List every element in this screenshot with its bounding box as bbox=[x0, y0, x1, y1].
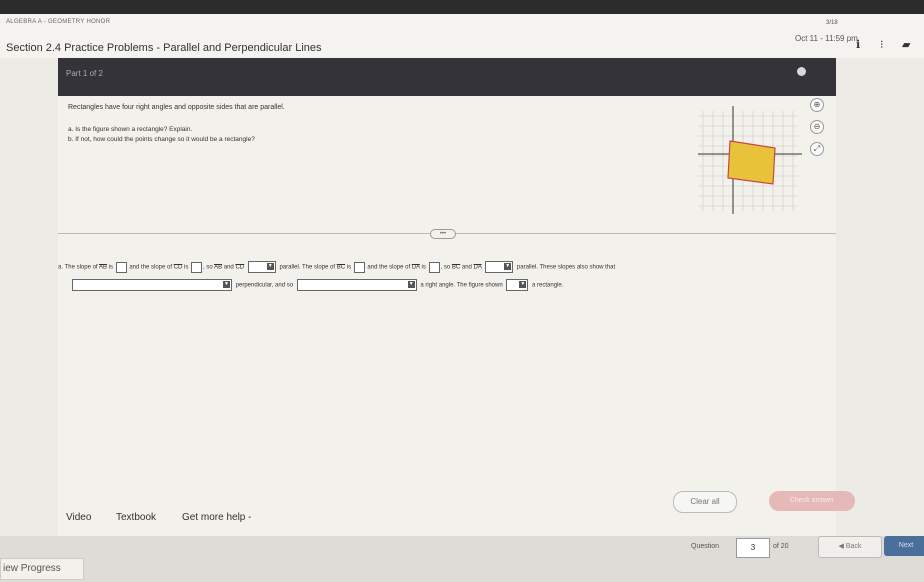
problem-intro: Rectangles have four right angles and opposite sides that are parallel. bbox=[68, 104, 285, 111]
more-options-icon[interactable]: ••• bbox=[430, 229, 456, 239]
segment-bc: $\overline{BC}$ bbox=[451, 264, 461, 271]
chat-icon[interactable]: ▰ bbox=[902, 39, 911, 51]
slope-ab-input[interactable] bbox=[116, 262, 127, 273]
answer-text: a. The slope of bbox=[58, 264, 98, 271]
get-more-help-link[interactable]: Get more help - bbox=[182, 512, 252, 523]
check-answer-button[interactable]: Check answer bbox=[769, 491, 855, 511]
view-progress-button[interactable]: iew Progress bbox=[0, 558, 84, 580]
info-icon[interactable]: ℹ bbox=[856, 39, 861, 51]
segment-cd: $\overline{CD}$ bbox=[173, 264, 183, 271]
question-label: Question bbox=[691, 543, 720, 550]
answer-text: and bbox=[223, 264, 234, 271]
assignment-header bbox=[0, 14, 924, 58]
answer-line-2 bbox=[70, 279, 563, 291]
answer-text: perpendicular, and so bbox=[235, 282, 294, 289]
part-banner bbox=[58, 58, 836, 96]
answer-text: and bbox=[461, 264, 472, 271]
answer-text: and the slope of bbox=[367, 264, 411, 271]
score-label: 3/18 bbox=[826, 20, 838, 26]
answer-text: a right angle. The figure shown bbox=[420, 282, 503, 289]
part-label: Part 1 of 2 bbox=[66, 69, 103, 78]
answer-text: , so bbox=[440, 264, 451, 271]
coordinate-graph bbox=[698, 106, 803, 216]
expand-graph-icon[interactable]: ⤢ bbox=[810, 142, 824, 156]
question-panel bbox=[58, 96, 836, 536]
question-number-input[interactable]: 3 bbox=[736, 538, 770, 558]
are-parallel-dropdown-2[interactable] bbox=[485, 261, 513, 273]
dropdown-arrow-icon: ▼ bbox=[267, 263, 273, 269]
dropdown-arrow-icon: ▼ bbox=[408, 281, 414, 287]
video-link[interactable]: Video bbox=[66, 512, 92, 523]
dropdown-arrow-icon: ▼ bbox=[505, 263, 511, 269]
zoom-in-icon[interactable]: ⊕ bbox=[810, 98, 824, 112]
course-name: ALGEBRA A - GEOMETRY HONOR bbox=[6, 19, 111, 25]
answer-text: and the slope of bbox=[129, 264, 173, 271]
segment-da: $\overline{DA}$ bbox=[411, 264, 420, 271]
segment-cd: $\overline{CD}$ bbox=[235, 264, 245, 271]
slope-cd-input[interactable] bbox=[191, 262, 202, 273]
textbook-link[interactable]: Textbook bbox=[116, 512, 157, 523]
segment-ab: $\overline{AB}$ bbox=[98, 264, 107, 271]
are-parallel-dropdown-1[interactable] bbox=[248, 261, 276, 273]
clear-all-button[interactable]: Clear all bbox=[673, 491, 737, 513]
answer-line-1 bbox=[58, 261, 615, 273]
question-part-b: b. If not, how could the points change so it would be a rectangle? bbox=[68, 136, 255, 143]
next-button[interactable]: Next bbox=[884, 536, 924, 556]
pin-icon[interactable]: ⁝ bbox=[880, 39, 884, 51]
question-total: of 20 bbox=[773, 543, 789, 550]
answer-text: is bbox=[108, 264, 113, 271]
status-dot-icon bbox=[797, 67, 806, 76]
answer-text: parallel. The slope of bbox=[279, 264, 336, 271]
slope-bc-input[interactable] bbox=[354, 262, 365, 273]
right-angle-dropdown[interactable] bbox=[297, 279, 417, 291]
dropdown-arrow-icon: ▼ bbox=[224, 281, 229, 287]
page-title: Section 2.4 Practice Problems - Parallel and Perpendicular Lines bbox=[6, 42, 322, 54]
zoom-out-icon[interactable]: ⊖ bbox=[810, 120, 824, 134]
answer-text: is bbox=[184, 264, 189, 271]
answer-text: a rectangle. bbox=[532, 282, 564, 289]
due-date: Oct 11 - 11:59 pm bbox=[795, 34, 858, 43]
back-button[interactable]: ◀ Back bbox=[818, 536, 882, 558]
perpendicular-dropdown[interactable] bbox=[72, 279, 232, 291]
answer-text: is bbox=[346, 264, 352, 271]
question-part-a: a. Is the figure shown a rectangle? Explain. bbox=[68, 126, 193, 133]
segment-bc: $\overline{BC}$ bbox=[336, 264, 346, 271]
is-rectangle-dropdown[interactable] bbox=[506, 279, 528, 291]
segment-da: $\overline{DA}$ bbox=[473, 264, 482, 271]
answer-text: , so bbox=[203, 264, 213, 271]
answer-text: parallel. These slopes also show that bbox=[516, 264, 616, 271]
slope-da-input[interactable] bbox=[429, 262, 440, 273]
segment-ab: $\overline{AB}$ bbox=[214, 264, 223, 271]
dropdown-arrow-icon: ▼ bbox=[520, 281, 526, 287]
answer-text: is bbox=[421, 264, 426, 271]
